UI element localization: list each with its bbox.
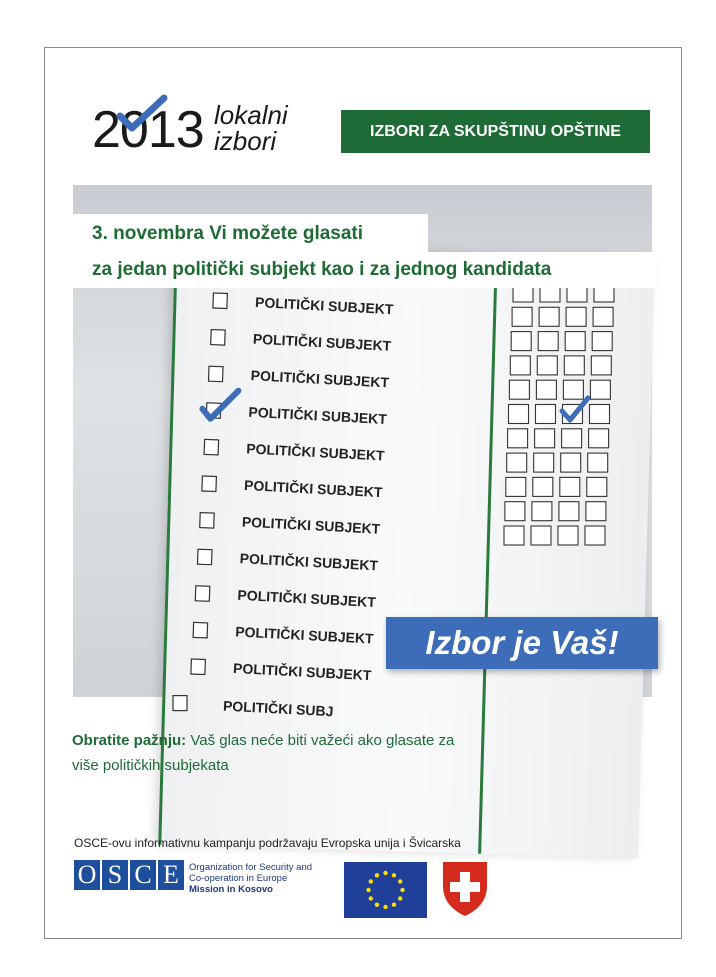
candidate-box (586, 502, 606, 521)
candidate-box (505, 502, 525, 521)
sponsor-line: OSCE-ovu informativnu kampanju podržavaju Evropska unija i Švicarska (74, 836, 461, 850)
eu-star (383, 905, 387, 909)
swiss-coat-of-arms-icon (440, 860, 490, 918)
election-logo (92, 96, 332, 166)
logo-year: 2013 (92, 101, 204, 159)
ballot-row-label: POLITIČKI SUBJEKT (243, 477, 383, 501)
election-type-badge: IZBORI ZA SKUPŠTINU OPŠTINE (341, 110, 650, 153)
ballot-checkbox (191, 659, 206, 674)
candidate-box (590, 380, 610, 399)
osce-letters (74, 860, 186, 890)
candidate-box (535, 429, 555, 448)
headline-line-2: za jedan politički subjekt kao i za jednog kandidata (70, 252, 656, 288)
ballot-row-label: POLITIČKI SUBJEKT (232, 660, 372, 684)
ballot-row-label: POLITIČKI SUBJEKT (237, 586, 377, 611)
candidate-box (559, 502, 579, 521)
eu-star (392, 903, 396, 907)
candidate-box (536, 405, 556, 424)
candidate-box (532, 502, 552, 521)
ballot-row-label: POLITIČKI SUBJEKT (245, 440, 386, 464)
eu-star (392, 873, 396, 877)
candidate-box (560, 477, 580, 496)
candidate-box (566, 307, 586, 326)
ballot-checkbox (204, 439, 219, 454)
candidate-box (561, 453, 581, 472)
eu-flag-icon (344, 862, 427, 918)
eu-star (369, 879, 373, 883)
osce-letter: S (102, 860, 128, 890)
candidate-box (587, 477, 607, 496)
candidate-box (564, 356, 584, 375)
ballot-row-label: POLITIČKI SUBJEKT (241, 513, 381, 537)
ballot-checkbox (202, 476, 217, 491)
candidate-box (509, 380, 529, 399)
candidate-box (507, 453, 527, 472)
candidate-box (539, 307, 559, 326)
osce-letter: E (158, 860, 184, 890)
notice-text (72, 728, 532, 778)
osce-name (189, 862, 312, 895)
candidate-box (512, 307, 532, 326)
ballot-row-label: POLITIČKI SUBJEKT (239, 550, 379, 574)
ballot-checkbox (208, 366, 223, 381)
candidate-box (589, 429, 609, 448)
candidate-box (509, 405, 529, 424)
ballot-row-label: POLITIČKI SUBJEKT (248, 403, 388, 428)
eu-star (383, 871, 387, 875)
candidate-box (511, 332, 531, 351)
ballot-row-label: POLITIČKI SUBJEKT (252, 330, 392, 354)
notice-body: Vaš glas neće biti važeći ako glasate za (190, 732, 455, 749)
candidate-box (531, 526, 551, 545)
checkmark-icon (116, 96, 168, 136)
candidate-box (538, 332, 558, 351)
osce-name-line1: Organization for Security and (189, 862, 313, 873)
candidate-box (558, 526, 578, 545)
candidate-box (536, 380, 556, 399)
candidate-box (590, 405, 610, 424)
ballot-checkbox (200, 513, 215, 528)
logo-word-izbori: izbori (214, 126, 277, 156)
candidate-box (510, 356, 530, 375)
ballot-checkbox (173, 696, 187, 711)
eu-star (398, 896, 402, 900)
ballot-checkbox (197, 549, 212, 564)
eu-star (375, 873, 379, 877)
eu-star (366, 888, 370, 892)
candidate-box (504, 526, 524, 545)
ballot-checkbox (213, 293, 228, 308)
candidate-box (585, 526, 605, 545)
eu-star (369, 896, 373, 900)
osce-letter: C (130, 860, 156, 890)
osce-name-line2: Co-operation in Europe (189, 873, 288, 884)
slogan-banner: Izbor je Vaš! (386, 617, 658, 669)
candidate-box (562, 429, 582, 448)
eu-star (400, 888, 404, 892)
candidate-box (508, 429, 528, 448)
ballot-row-label: POLITIČKI SUBJEKT (250, 367, 390, 391)
ballot-checkbox (211, 330, 226, 345)
candidate-box (565, 332, 585, 351)
eu-star (398, 879, 402, 883)
candidate-box (592, 332, 612, 351)
ballot-checkbox (193, 622, 208, 637)
candidate-box (588, 453, 608, 472)
candidate-box (591, 356, 611, 375)
eu-star (375, 903, 379, 907)
notice-label: Obratite pažnju: (72, 732, 187, 749)
ballot-row-label: POLITIČKI SUBJEKT (234, 623, 375, 647)
candidate-box (593, 307, 613, 326)
ballot-row-label-partial: POLITIČKI SUBJ (222, 697, 334, 720)
ballot-row-label: POLITIČKI SUBJEKT (254, 294, 394, 318)
candidate-box (533, 477, 553, 496)
notice-body-2: više političkih subjekata (72, 757, 229, 774)
logo-word-lokalni: lokalni (214, 100, 288, 130)
osce-letter: O (74, 860, 100, 890)
headline-line-1: 3. novembra Vi možete glasati (70, 214, 428, 254)
osce-name-line3: Mission in Kosovo (189, 884, 273, 895)
ballot-checkbox (195, 586, 210, 601)
candidate-box (563, 380, 583, 399)
candidate-box (537, 356, 557, 375)
candidate-box (534, 453, 554, 472)
candidate-box (506, 477, 526, 496)
osce-logo (74, 860, 334, 900)
